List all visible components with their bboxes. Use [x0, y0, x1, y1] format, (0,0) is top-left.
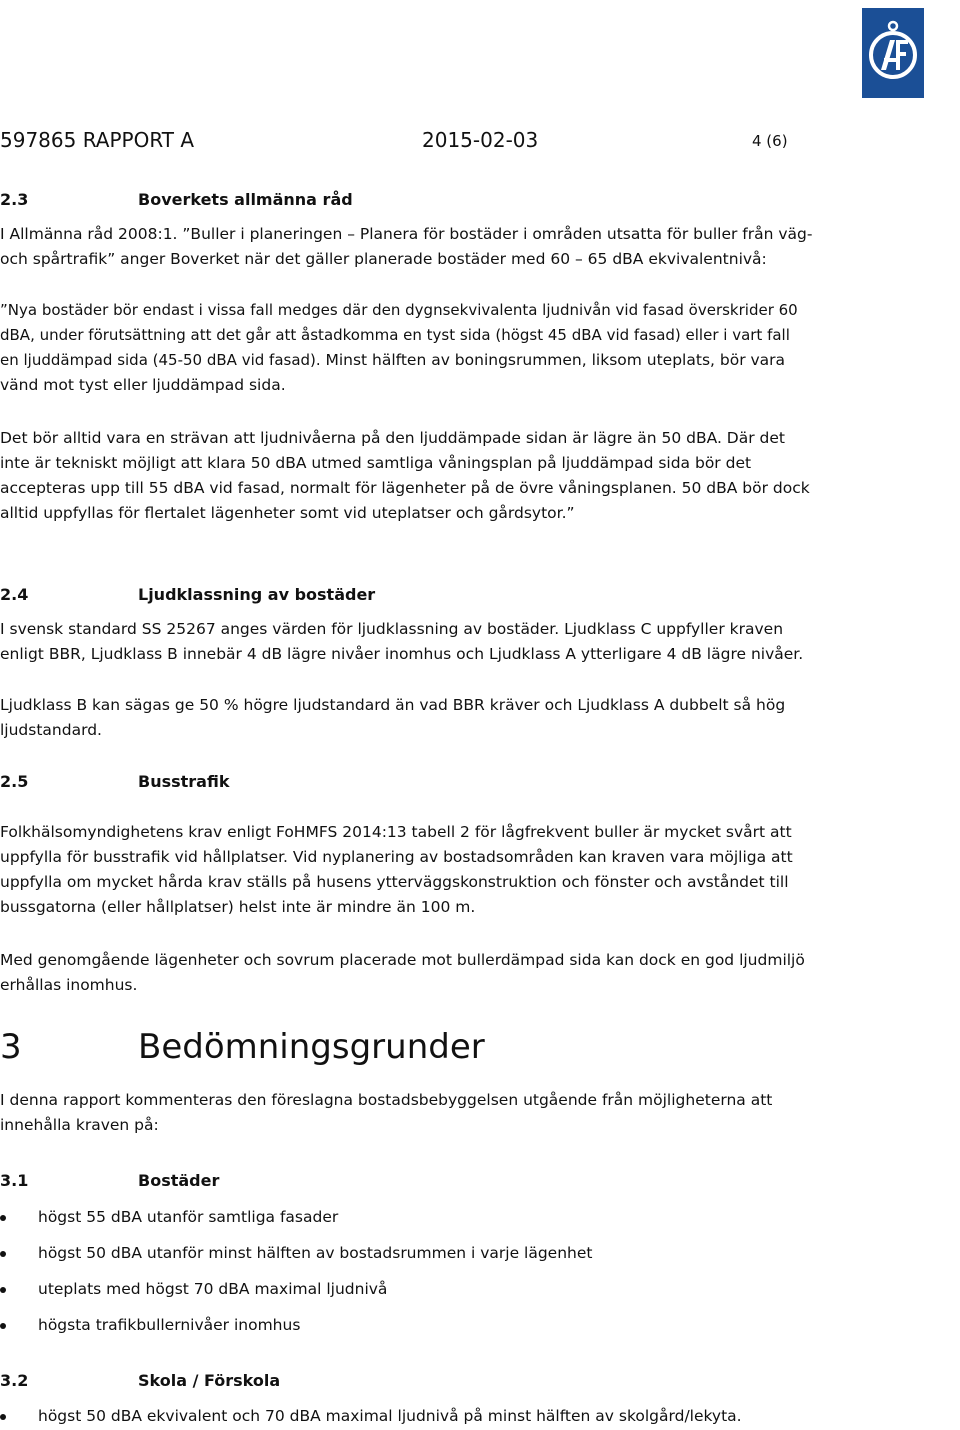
- list-item-text: högst 50 dBA ekvivalent och 70 dBA maximal ljudnivå på minst hälften av skolgård/lekyta.: [38, 1407, 742, 1425]
- list-item: [0, 1314, 900, 1350]
- section-number: 2.5: [0, 772, 29, 791]
- paragraph-3-intro: I denna rapport kommenteras den föreslagna bostadsbebyggelsen utgående från möjligheterna att innehålla kraven på:: [0, 1091, 773, 1134]
- report-id: 597865 RAPPORT A: [0, 128, 195, 152]
- section-heading-2-5: [0, 772, 500, 794]
- list-item-text: högsta trafikbullernivåer inomhus: [38, 1316, 301, 1334]
- page-header: [0, 128, 800, 158]
- bullet-icon: [0, 1414, 6, 1420]
- chapter-number: 3: [0, 1027, 22, 1067]
- section-heading-3-2: [0, 1371, 500, 1393]
- list-item: [0, 1242, 900, 1278]
- section-heading-3-1: [0, 1171, 500, 1193]
- section-number: 3.1: [0, 1171, 29, 1190]
- bullet-list-3-1: [0, 1206, 900, 1350]
- list-item-text: uteplats med högst 70 dBA maximal ljudnivå: [38, 1280, 388, 1298]
- list-item: [0, 1206, 900, 1242]
- page-number: 4 (6): [752, 132, 788, 150]
- af-logo: [862, 8, 924, 98]
- section-number: 2.4: [0, 585, 29, 604]
- section-title: Busstrafik: [138, 772, 230, 791]
- section-heading-2-3: [0, 190, 500, 212]
- list-item-text: högst 50 dBA utanför minst hälften av bostadsrummen i varje lägenhet: [38, 1244, 593, 1262]
- bullet-icon: [0, 1251, 6, 1257]
- section-title: Ljudklassning av bostäder: [138, 585, 376, 604]
- paragraph-2-5-second: Med genomgående lägenheter och sovrum placerade mot bullerdämpad sida kan dock en god ljudmiljö erhållas inomhus.: [0, 951, 805, 994]
- section-title: Bostäder: [138, 1171, 220, 1190]
- paragraph-2-3-quote: [0, 298, 800, 398]
- paragraph-2-5-first: Folkhälsomyndighetens krav enligt FoHMFS 2014:13 tabell 2 för lågfrekvent buller är mycket svårt att uppfylla för busstrafik vid hållplatser. Vid nyplanering av bostadsområden kan kraven vara möjliga att uppfylla om mycket hårda krav ställs på husens ytterväggskonstruktion och fönster och avståndet till bussgatorna (eller hållplatser) helst inte är mindre än 100 m.: [0, 823, 793, 916]
- paragraph-2-4-second: Ljudklass B kan sägas ge 50 % högre ljudstandard än vad BBR kräver och Ljudklass A dubbelt så hög ljudstandard.: [0, 696, 786, 739]
- section-number: 2.3: [0, 190, 29, 209]
- report-date: 2015-02-03: [422, 128, 539, 152]
- section-number: 3.2: [0, 1371, 29, 1390]
- list-item-text: högst 55 dBA utanför samtliga fasader: [38, 1208, 339, 1226]
- bullet-list-3-2: [0, 1405, 900, 1429]
- quote-text: ”Nya bostäder bör endast i vissa fall medges där den dygnsekvivalenta ljudnivån vid fasad överskrider 60 dBA, under förutsättning att det går att åstadkomma en tyst sida (högst 45 dBA vid fasad) eller i vart fall en ljuddämpad sida (45-50 dBA vid fasad).: [0, 301, 798, 369]
- quote-text-continued: Minst hälften av boningsrummen, liksom uteplats, bör vara vänd mot tyst eller ljuddämpad sida.: [0, 351, 786, 394]
- paragraph-2-3-intro: I Allmänna råd 2008:1. ”Buller i planeringen – Planera för bostäder i områden utsatta för buller från väg- och spårtrafik” anger Boverket när det gäller planerade bostäder med 60 – 65 dBA ekvivalentnivå:: [0, 225, 813, 268]
- section-heading-2-4: [0, 585, 500, 607]
- section-title: Boverkets allmänna råd: [138, 190, 353, 209]
- bullet-icon: [0, 1215, 6, 1221]
- chapter-title: Bedömningsgrunder: [138, 1027, 485, 1067]
- paragraph-2-4-first: I svensk standard SS 25267 anges värden för ljudklassning av bostäder. Ljudklass C uppfyller kraven enligt BBR, Ljudklass B innebär 4 dB lägre nivåer inomhus och Ljudklass A ytterligare 4 dB lägre nivåer.: [0, 620, 804, 663]
- paragraph-2-3-second: Det bör alltid vara en strävan att ljudnivåerna på den ljuddämpade sidan är lägre än 50 dBA. Där det inte är tekniskt möjligt att klara 50 dBA utmed samtliga våningsplan på ljuddämpad sida bör det accepteras upp till 55 dBA vid fasad, normalt för lägenheter på de övre våningsplanen. 50 dBA bör dock alltid uppfyllas för flertalet lägenheter somt vid uteplatser och gårdsytor.”: [0, 429, 810, 522]
- bullet-icon: [0, 1323, 6, 1329]
- list-item: [0, 1278, 900, 1314]
- list-item: [0, 1405, 900, 1429]
- bullet-icon: [0, 1287, 6, 1293]
- section-title: Skola / Förskola: [138, 1371, 281, 1390]
